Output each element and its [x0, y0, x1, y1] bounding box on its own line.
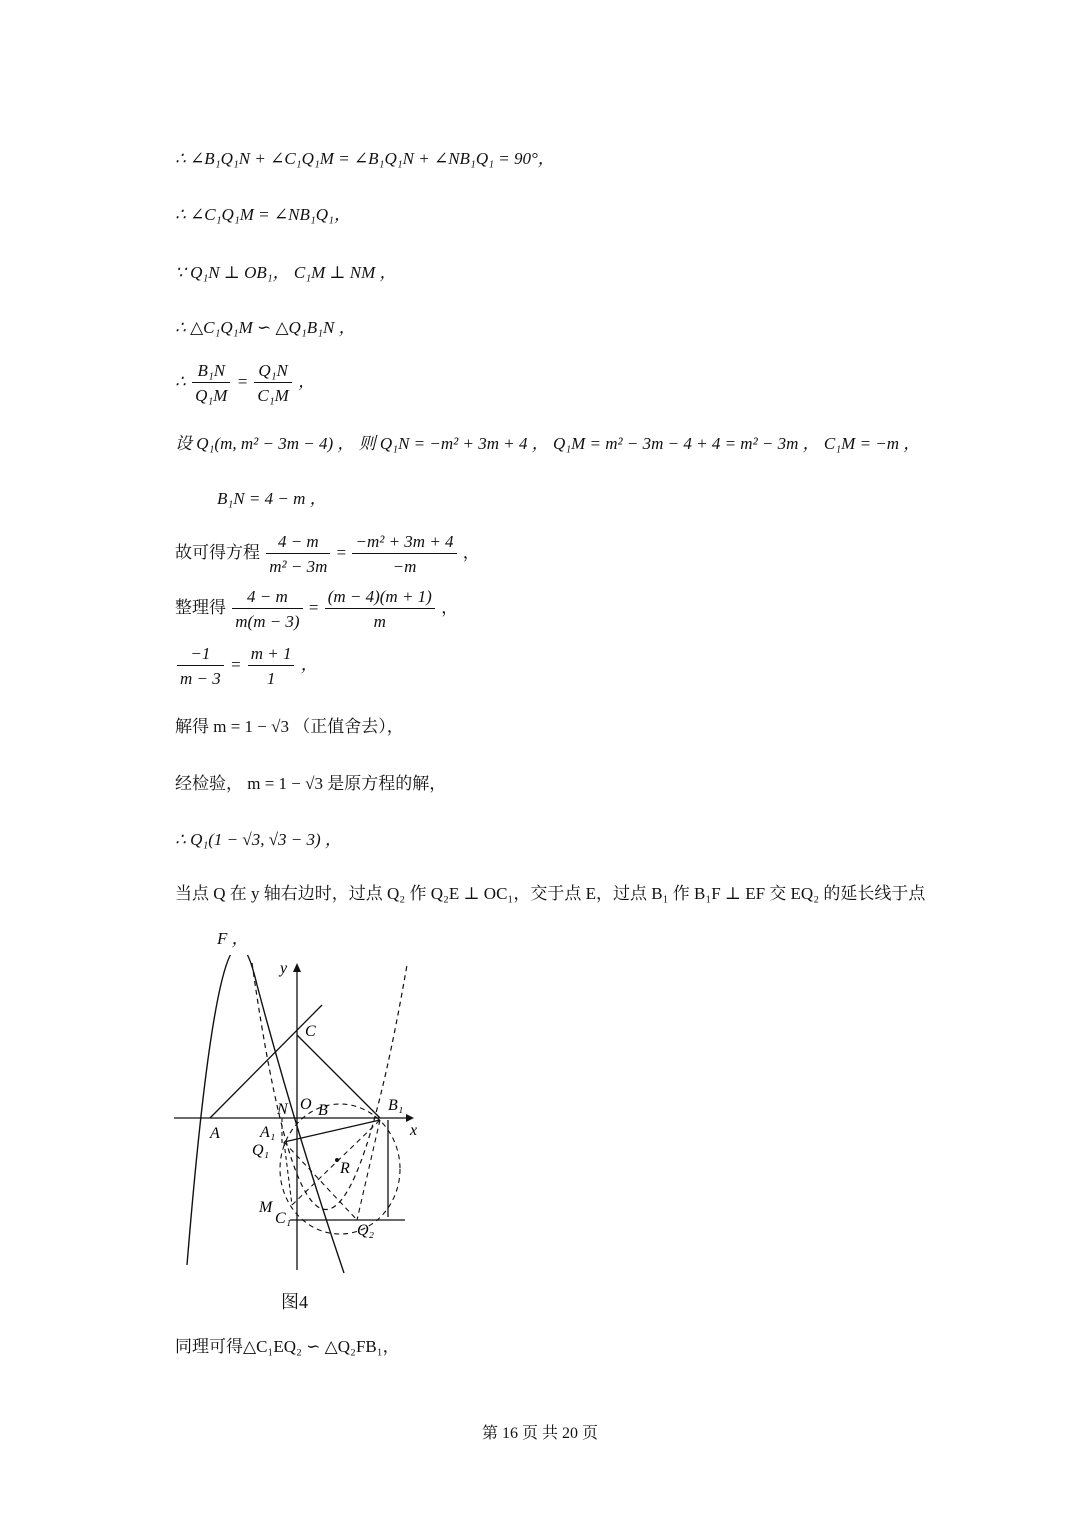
dashed-b1-q2: [357, 1120, 380, 1220]
label-q2: Q₂: [357, 1222, 375, 1239]
label-a1: A₁: [260, 1124, 276, 1141]
fraction-denominator: m² − 3m: [269, 557, 328, 576]
fraction-denominator: Q₁M: [195, 386, 228, 405]
equals-sign: =: [308, 597, 319, 617]
fraction: [325, 588, 435, 630]
text-line-14: 当点 Q 在 y 轴右边时，过点 Q₂ 作 Q₂E ⊥ OC₁，交于点 E，过点 B₁ 作 B₁F ⊥ EF 交 EQ₂ 的延长线于点: [175, 884, 926, 903]
text-line-3: ∵ Q₁N ⊥ OB₁， C₁M ⊥ NM ，: [175, 263, 397, 282]
text-line-7: B₁N = 4 − m ，: [217, 489, 327, 508]
fraction-denominator: 1: [266, 669, 276, 688]
text-line-4: ∴ △C₁Q₁M ∽ △Q₁B₁N ，: [175, 318, 356, 337]
text-line-10: [175, 645, 318, 687]
label-o: O: [300, 1096, 312, 1113]
equals-sign: =: [230, 654, 242, 674]
label-y: y: [280, 960, 288, 977]
geometry-figure: [172, 955, 432, 1280]
line-prefix: 整理得: [175, 597, 226, 617]
dashed-c1-b1: [292, 1120, 380, 1205]
label-b1: B₁: [388, 1097, 404, 1114]
label-m: M: [259, 1199, 273, 1216]
text-line-5: [175, 362, 315, 404]
text-line-16: 同理可得△C₁EQ₂ ∽ △Q₂FB₁，: [175, 1337, 400, 1356]
fraction: [232, 588, 302, 630]
comma: ，: [300, 654, 318, 674]
label-a: A: [210, 1125, 220, 1142]
fraction-numerator: (m − 4)(m + 1): [325, 588, 435, 609]
text-line-8: [175, 533, 480, 575]
comma: ，: [441, 597, 459, 617]
fraction: [266, 533, 330, 575]
text-line-12: 经检验， m = 1 − √3 是原方程的解，: [175, 774, 447, 793]
therefore-symbol: ∴: [175, 371, 186, 391]
text-line-11: 解得 m = 1 − √3 （正值舍去），: [175, 717, 404, 736]
fraction-numerator: 4 − m: [232, 588, 302, 609]
point-r: [335, 1158, 339, 1162]
fraction-numerator: Q₁N: [254, 362, 291, 383]
fraction: [254, 362, 291, 404]
text-line-1: ∴ ∠B₁Q₁N + ∠C₁Q₁M = ∠B₁Q₁N + ∠NB₁Q₁ = 90°，: [175, 149, 555, 168]
fraction: [248, 645, 295, 687]
figure-caption: 图4: [281, 1292, 308, 1312]
fraction-denominator: −m: [392, 557, 417, 576]
x-axis-arrow-icon: [406, 1114, 414, 1122]
equals-sign: =: [236, 371, 249, 391]
fraction-numerator: −m² + 3m + 4: [352, 533, 456, 554]
comma: ，: [298, 371, 316, 391]
dashed-q1-q2: [284, 1142, 357, 1220]
fraction-denominator: m(m − 3): [235, 612, 300, 631]
dashed-parabola: [252, 963, 407, 1210]
label-c1: C₁: [275, 1210, 292, 1227]
label-n: N: [277, 1101, 288, 1118]
label-b: B: [318, 1102, 328, 1119]
page-footer: 第 16 页 共 20 页: [481, 1425, 598, 1442]
text-line-2: ∴ ∠C₁Q₁M = ∠NB₁Q₁，: [175, 205, 351, 224]
label-r: R: [340, 1160, 350, 1177]
text-line-13: ∴ Q₁(1 − √3, √3 − 3) ，: [175, 830, 342, 849]
fraction-numerator: B₁N: [192, 362, 230, 383]
fraction: [192, 362, 230, 404]
line-prefix: 故可得方程: [175, 542, 260, 562]
fraction-denominator: m: [373, 612, 386, 631]
label-q1: Q₁: [252, 1142, 270, 1159]
y-axis-arrow-icon: [293, 963, 301, 972]
fraction-numerator: m + 1: [248, 645, 295, 666]
fraction: [177, 645, 224, 687]
fraction: [352, 533, 456, 575]
text-line-6: 设 Q₁(m, m² − 3m − 4) ， 则 Q₁N = −m² + 3m + 4 ， Q₁M = m² − 3m − 4 + 4 = m² − 3m ， C₁M = −m ，: [175, 434, 921, 453]
label-c: C: [305, 1023, 316, 1040]
fraction-denominator: m − 3: [180, 669, 221, 688]
fraction-numerator: −1: [177, 645, 224, 666]
fraction-numerator: 4 − m: [266, 533, 330, 554]
text-line-9: [175, 588, 458, 630]
fraction-denominator: C₁M: [257, 386, 289, 405]
label-x: x: [410, 1122, 418, 1139]
dashed-q1-c1: [284, 1142, 292, 1205]
equals-sign: =: [336, 542, 347, 562]
comma: ，: [462, 542, 480, 562]
text-line-15: F ，: [217, 929, 249, 948]
